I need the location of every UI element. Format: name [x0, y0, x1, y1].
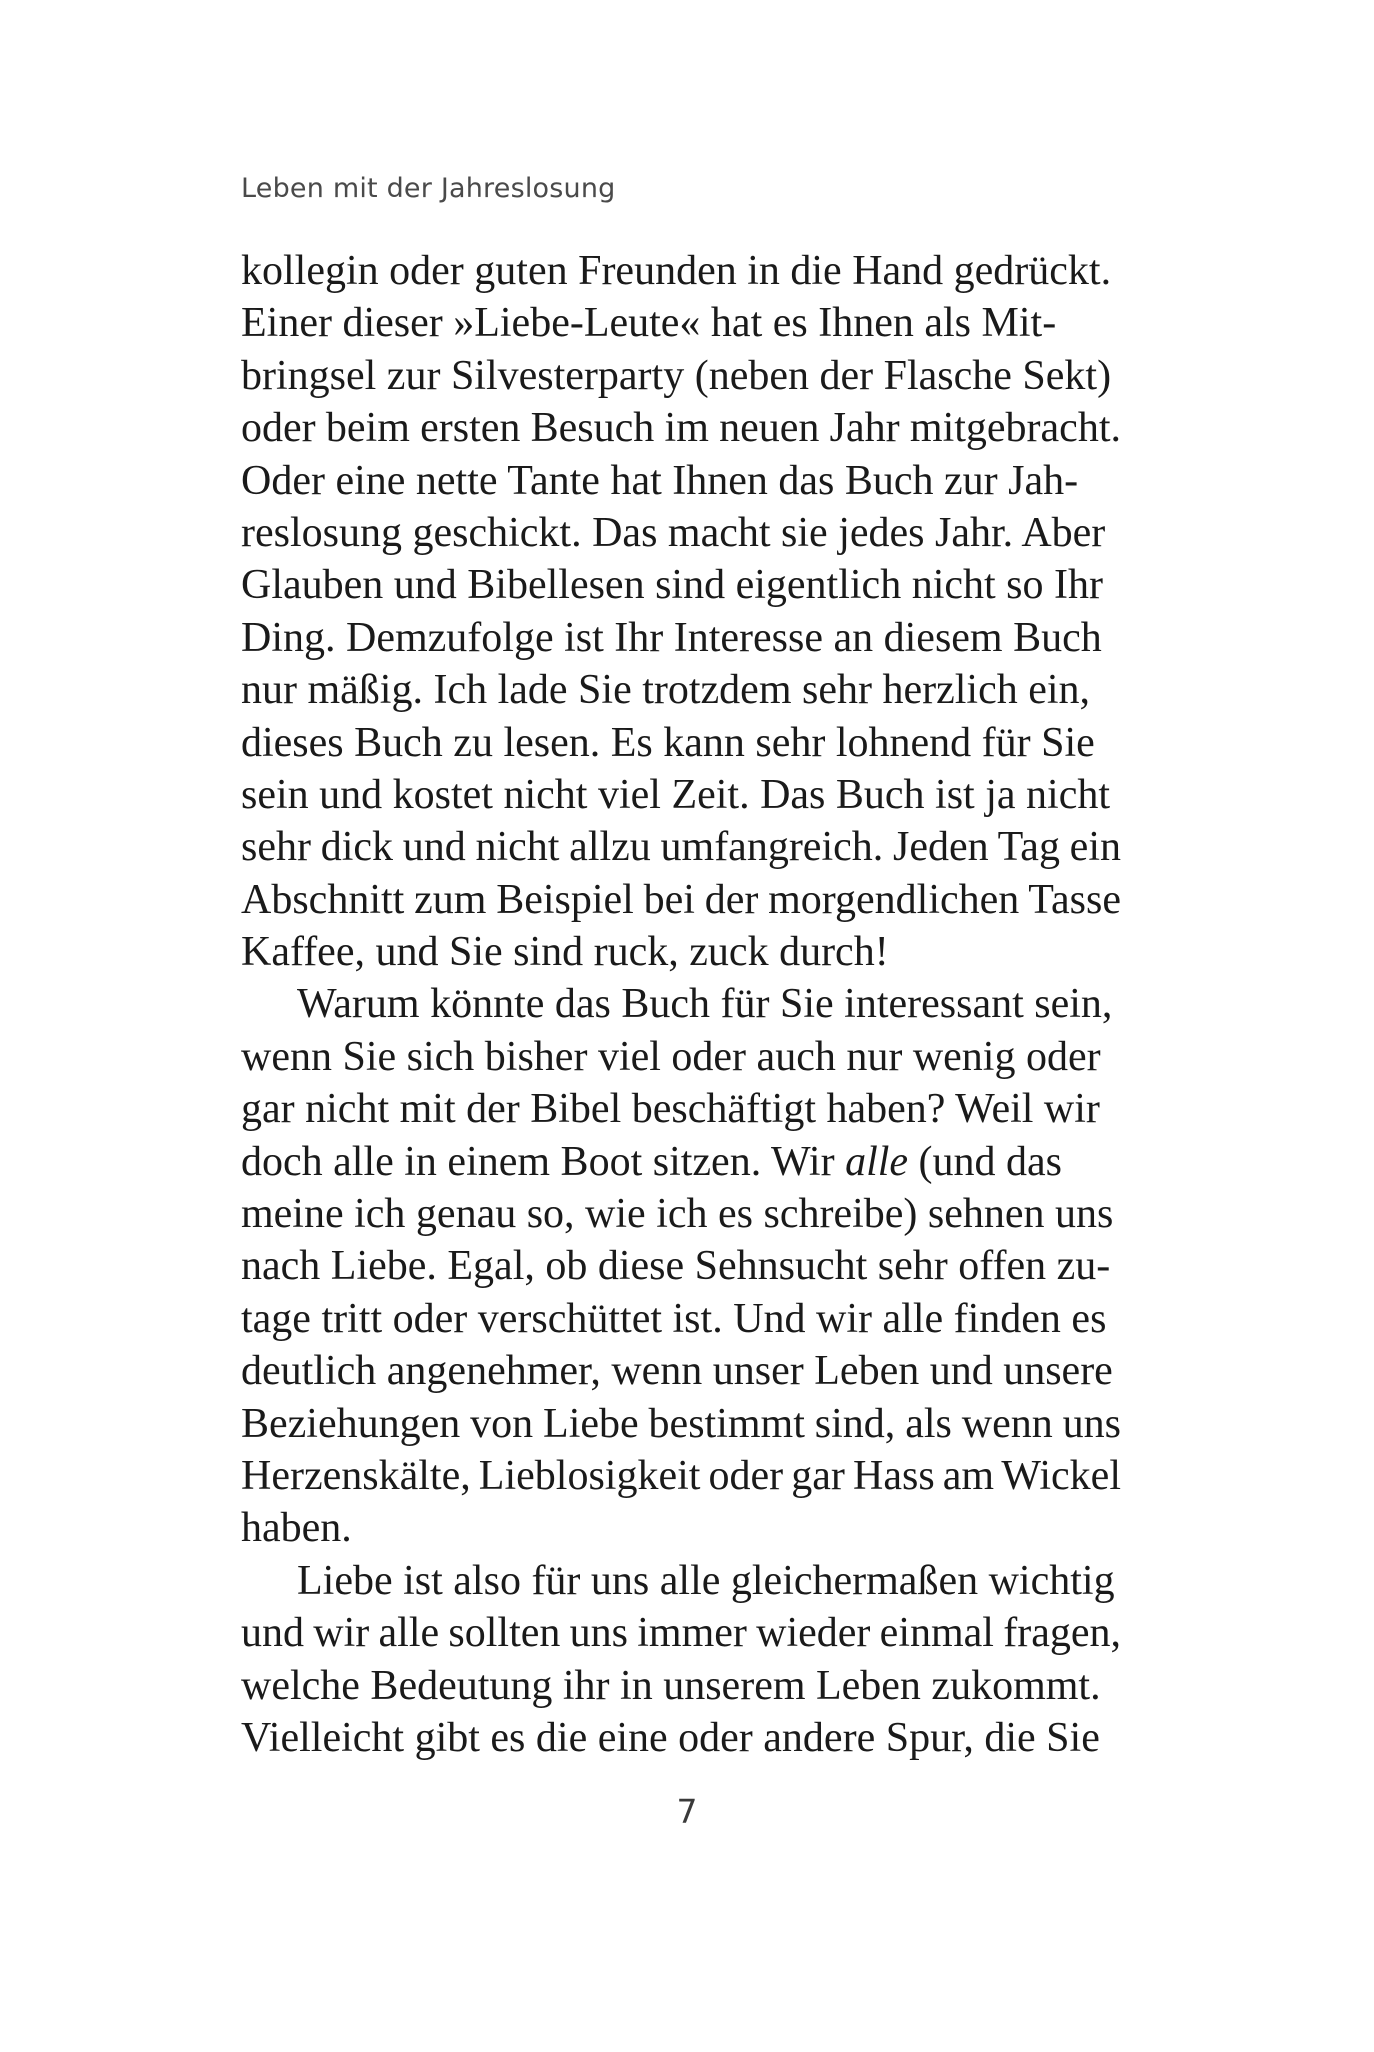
- text-line-with-italic: [241, 1136, 1121, 1188]
- text-line: Beziehungen von Liebe bestimmt sind, als wenn uns: [241, 1400, 1121, 1447]
- text-line: und wir alle sollten uns immer wieder einmal fragen,: [241, 1610, 1121, 1657]
- text-line: haben.: [241, 1505, 352, 1552]
- text-line: oder beim ersten Besuch im neuen Jahr mitgebracht.: [241, 405, 1121, 452]
- text-line: bringsel zur Silvesterparty (neben der Flasche Sekt): [241, 352, 1112, 399]
- text-line: meine ich genau so, wie ich es schreibe) sehnen uns: [241, 1191, 1114, 1238]
- text-line: Abschnitt zum Beispiel bei der morgendlichen Tasse: [241, 876, 1121, 923]
- text-line: Vielleicht gibt es die eine oder andere Spur, die Sie: [241, 1714, 1100, 1761]
- text-line: deutlich angenehmer, wenn unser Leben und unsere: [241, 1348, 1113, 1395]
- text-line: nach Liebe. Egal, ob diese Sehnsucht sehr offen zu-: [241, 1243, 1111, 1290]
- text-line: Glauben und Bibellesen sind eigentlich nicht so Ihr: [241, 562, 1103, 609]
- text-line: Kaffee, und Sie sind ruck, zuck durch!: [241, 929, 889, 976]
- text-line: sein und kostet nicht viel Zeit. Das Buch ist ja nicht: [241, 771, 1111, 818]
- text-line: wenn Sie sich bisher viel oder auch nur wenig oder: [241, 1033, 1101, 1080]
- text-line: welche Bedeutung ihr in unserem Leben zukommt.: [241, 1662, 1101, 1709]
- italic-word: alle: [845, 1138, 909, 1185]
- text-line: nur mäßig. Ich lade Sie trotzdem sehr herzlich ein,: [241, 667, 1091, 714]
- text-fragment: doch alle in einem Boot sitzen. Wir: [241, 1138, 846, 1185]
- text-fragment: (und das: [908, 1138, 1063, 1185]
- text-line: tage tritt oder verschüttet ist. Und wir alle finden es: [241, 1295, 1107, 1342]
- text-line: Herzenskälte, Lieblosigkeit oder gar Hass am Wickel: [241, 1452, 1121, 1499]
- text-line: reslosung geschickt. Das macht sie jedes Jahr. Aber: [241, 509, 1106, 556]
- text-line: Warum könnte das Buch für Sie interessant sein,: [297, 981, 1113, 1028]
- text-line: dieses Buch zu lesen. Es kann sehr lohnend für Sie: [241, 719, 1095, 766]
- text-line: gar nicht mit der Bibel beschäftigt haben? Weil wir: [241, 1086, 1100, 1133]
- running-head: Leben mit der Jahreslosung: [241, 173, 616, 204]
- text-line: kollegin oder guten Freunden in die Hand gedrückt.: [241, 248, 1112, 294]
- text-line: Oder eine nette Tante hat Ihnen das Buch zur Jah-: [241, 457, 1079, 504]
- body-text: [241, 245, 1121, 1764]
- text-line: sehr dick und nicht allzu umfangreich. Jeden Tag ein: [241, 824, 1121, 871]
- text-line: Einer dieser »Liebe-Leute« hat es Ihnen als Mit-: [241, 300, 1057, 347]
- text-line: Ding. Demzufolge ist Ihr Interesse an diesem Buch: [241, 614, 1102, 661]
- page-number: 7: [676, 1792, 698, 1831]
- text-line: Liebe ist also für uns alle gleichermaßen wichtig: [297, 1557, 1115, 1604]
